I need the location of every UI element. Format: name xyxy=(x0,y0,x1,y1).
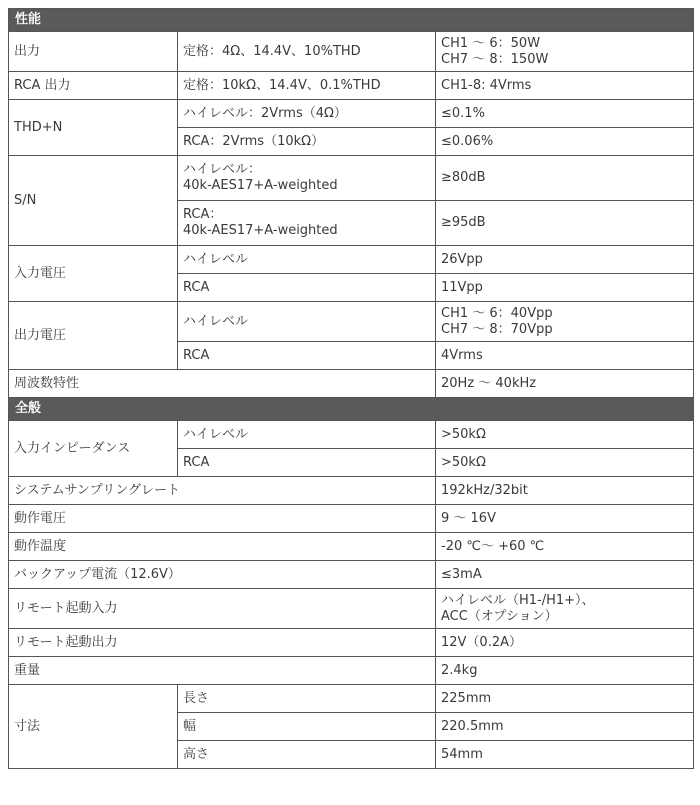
row-label: 周波数特性 xyxy=(9,370,436,398)
row-label: RCA 出力 xyxy=(9,72,178,100)
table-row-backup-current xyxy=(9,561,694,589)
row-condition: RCA xyxy=(178,449,436,477)
row-condition: RCA：2Vrms（10kΩ） xyxy=(178,128,436,156)
condition-line: RCA： xyxy=(183,207,223,222)
section-title: 性能 xyxy=(9,9,694,32)
row-value xyxy=(436,32,694,72)
section-title: 全般 xyxy=(9,398,694,421)
table-row-sampling-rate xyxy=(9,477,694,505)
table-row-sn xyxy=(9,156,694,201)
spec-table xyxy=(8,8,694,769)
row-label: 出力電圧 xyxy=(9,302,178,370)
row-label: リモート起動入力 xyxy=(9,589,436,629)
value-line: ハイレベル（H1-/H1+）、 xyxy=(441,592,595,608)
row-label: THD+N xyxy=(9,100,178,156)
value-line: ACC（オプション） xyxy=(441,608,558,624)
section-header-performance xyxy=(9,9,694,32)
table-row-input-voltage xyxy=(9,246,694,274)
table-row-frequency-response xyxy=(9,370,694,398)
table-row-output-voltage xyxy=(9,302,694,342)
table-row-operating-temperature xyxy=(9,533,694,561)
row-condition: RCA xyxy=(178,342,436,370)
row-label: バックアップ電流（12.6V） xyxy=(9,561,436,589)
condition-line: 40k-AES17+A-weighted xyxy=(183,178,338,193)
row-value: ≤3mA xyxy=(436,561,694,589)
row-label: システムサンプリングレート xyxy=(9,477,436,505)
row-value: >50kΩ xyxy=(436,421,694,449)
table-row-rca-output xyxy=(9,72,694,100)
row-condition xyxy=(178,156,436,201)
table-row-input-impedance xyxy=(9,421,694,449)
row-value: 12V（0.2A） xyxy=(436,629,694,657)
row-value: ≥95dB xyxy=(436,201,694,246)
row-condition: RCA xyxy=(178,274,436,302)
row-condition: 幅 xyxy=(178,713,436,741)
row-value: 225mm xyxy=(436,685,694,713)
row-value: 9 ～ 16V xyxy=(436,505,694,533)
row-value: 192kHz/32bit xyxy=(436,477,694,505)
row-condition: 長さ xyxy=(178,685,436,713)
row-value: ≤0.06% xyxy=(436,128,694,156)
value-line: CH1 ～ 6：50W xyxy=(441,35,541,51)
section-header-general xyxy=(9,398,694,421)
row-value xyxy=(436,589,694,629)
table-row-thd xyxy=(9,100,694,128)
row-condition: 定格：10kΩ、14.4V、0.1%THD xyxy=(178,72,436,100)
condition-line: 40k-AES17+A-weighted xyxy=(183,223,338,238)
row-value: 2.4kg xyxy=(436,657,694,685)
row-value: -20 ℃～ +60 ℃ xyxy=(436,533,694,561)
row-condition: ハイレベル：2Vrms（4Ω） xyxy=(178,100,436,128)
row-label: リモート起動出力 xyxy=(9,629,436,657)
table-row-output xyxy=(9,32,694,72)
table-row-remote-input xyxy=(9,589,694,629)
row-value: CH1-8: 4Vrms xyxy=(436,72,694,100)
row-condition: 定格：4Ω、14.4V、10%THD xyxy=(178,32,436,72)
row-value: 11Vpp xyxy=(436,274,694,302)
row-condition: ハイレベル xyxy=(178,246,436,274)
table-row-weight xyxy=(9,657,694,685)
condition-line: ハイレベル： xyxy=(183,162,262,177)
row-value: >50kΩ xyxy=(436,449,694,477)
row-condition: ハイレベル xyxy=(178,302,436,342)
row-label: 動作電圧 xyxy=(9,505,436,533)
row-label: 入力インピーダンス xyxy=(9,421,178,477)
value-line: CH1 ～ 6：40Vpp xyxy=(441,305,553,321)
row-value: ≥80dB xyxy=(436,156,694,201)
value-line: CH7 ～ 8：150W xyxy=(441,51,549,67)
row-condition xyxy=(178,201,436,246)
table-row-operating-voltage xyxy=(9,505,694,533)
row-value xyxy=(436,302,694,342)
row-label: S/N xyxy=(9,156,178,246)
row-condition: ハイレベル xyxy=(178,421,436,449)
row-value: 20Hz ～ 40kHz xyxy=(436,370,694,398)
row-value: 26Vpp xyxy=(436,246,694,274)
row-value: 220.5mm xyxy=(436,713,694,741)
value-line: CH7 ～ 8：70Vpp xyxy=(441,321,553,337)
row-value: 54mm xyxy=(436,741,694,769)
row-value: 4Vrms xyxy=(436,342,694,370)
row-condition: 高さ xyxy=(178,741,436,769)
row-label: 入力電圧 xyxy=(9,246,178,302)
table-row-dimensions xyxy=(9,685,694,713)
row-label: 動作温度 xyxy=(9,533,436,561)
row-label: 寸法 xyxy=(9,685,178,769)
table-row-remote-output xyxy=(9,629,694,657)
row-value: ≤0.1% xyxy=(436,100,694,128)
row-label: 重量 xyxy=(9,657,436,685)
row-label: 出力 xyxy=(9,32,178,72)
